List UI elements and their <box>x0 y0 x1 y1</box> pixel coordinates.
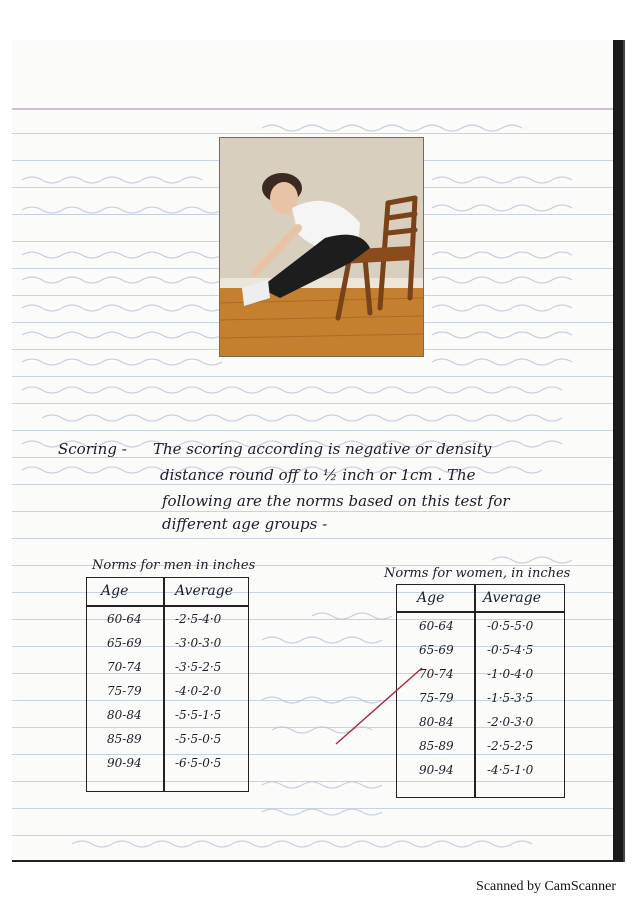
stretch-test-photo <box>219 137 424 357</box>
men-row-age: 70-74 <box>107 660 142 674</box>
men-header-age: Age <box>101 583 129 599</box>
men-row-age: 60-64 <box>107 612 142 626</box>
women-header-age: Age <box>417 590 445 606</box>
women-row-average: -2·0-3·0 <box>487 715 534 729</box>
women-row-average: -2·5-2·5 <box>487 739 534 753</box>
women-row-age: 65-69 <box>419 643 454 657</box>
men-row-age: 85-89 <box>107 732 142 746</box>
women-row-average: -0·5-5·0 <box>487 619 534 633</box>
men-row-average: -6·5-0·5 <box>175 756 222 770</box>
red-pen-stroke <box>330 660 430 750</box>
men-row-age: 75-79 <box>107 684 142 698</box>
women-row-age: 90-94 <box>419 763 454 777</box>
men-row-average: -5·5-1·5 <box>175 708 222 722</box>
men-norms-table <box>86 577 249 792</box>
scoring-line-2: distance round off to ½ inch or 1cm . The <box>160 466 476 484</box>
women-row-age: 75-79 <box>419 691 454 705</box>
men-row-age: 80-84 <box>107 708 142 722</box>
scoring-line-1: The scoring according is negative or density <box>153 440 492 458</box>
men-row-average: -3·5-2·5 <box>175 660 222 674</box>
men-norms-title: Norms for men in inches <box>92 558 256 573</box>
women-row-average: -4·5-1·0 <box>487 763 534 777</box>
scoring-line-4: different age groups - <box>162 515 328 533</box>
women-row-age: 60-64 <box>419 619 454 633</box>
women-header-average: Average <box>483 590 542 606</box>
women-norms-title: Norms for women, in inches <box>384 566 571 581</box>
men-row-average: -2·5-4·0 <box>175 612 222 626</box>
men-row-age: 65-69 <box>107 636 142 650</box>
women-row-average: -1·0-4·0 <box>487 667 534 681</box>
men-row-average: -3·0-3·0 <box>175 636 222 650</box>
women-row-average: -1·5-3·5 <box>487 691 534 705</box>
men-row-average: -4·0-2·0 <box>175 684 222 698</box>
men-row-average: -5·5-0·5 <box>175 732 222 746</box>
scoring-line-3: following are the norms based on this test for <box>162 492 510 510</box>
women-row-age: 85-89 <box>419 739 454 753</box>
women-row-average: -0·5-4·5 <box>487 643 534 657</box>
scanner-watermark: Scanned by CamScanner <box>476 879 616 894</box>
women-row-age: 70-74 <box>419 667 454 681</box>
scoring-label: Scoring - <box>58 440 127 458</box>
men-row-age: 90-94 <box>107 756 142 770</box>
men-header-average: Average <box>175 583 234 599</box>
women-row-age: 80-84 <box>419 715 454 729</box>
